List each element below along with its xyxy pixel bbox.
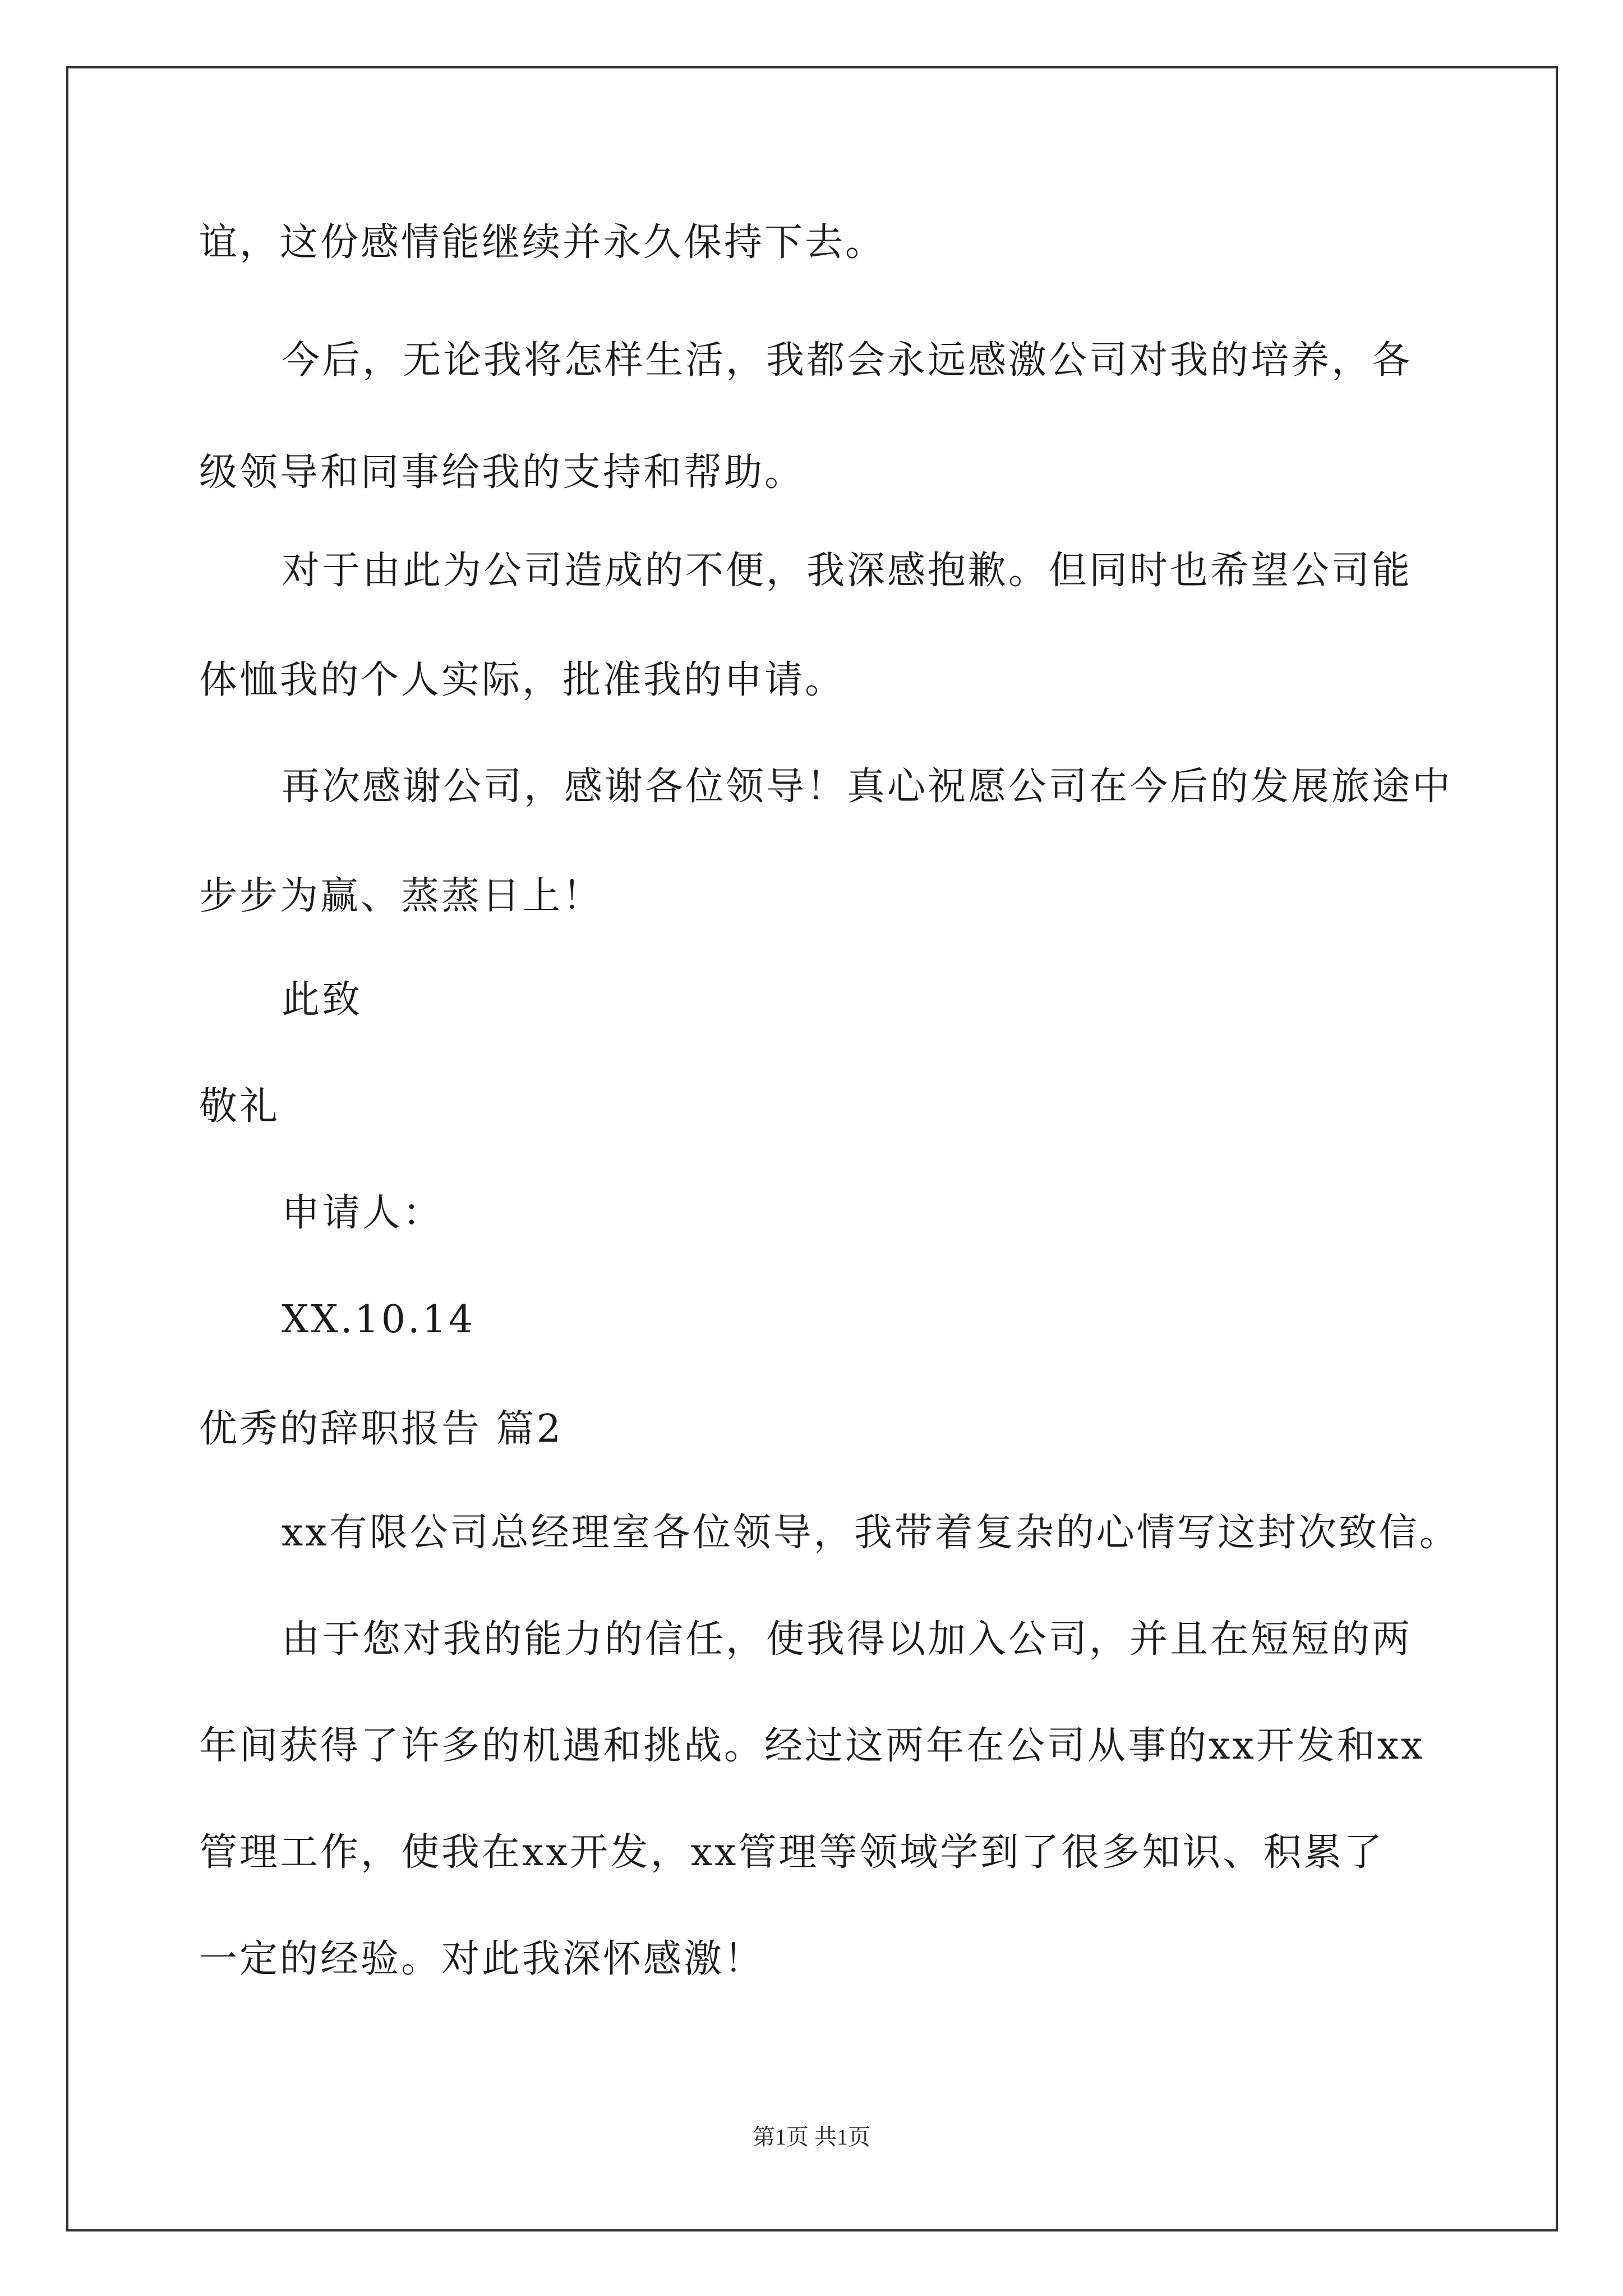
body-line-11: 管理工作，使我在xx开发，xx管理等领域学到了很多知识、积累了: [199, 1830, 1385, 1875]
closing-regards: 敬礼: [199, 1084, 280, 1129]
page-number-footer: 第1页 共1页: [753, 2124, 870, 2150]
applicant-label: 申请人：: [282, 1191, 444, 1235]
body-line-3: 级领导和同事给我的支持和帮助。: [199, 450, 805, 495]
section-heading: 优秀的辞职报告 篇2: [199, 1407, 563, 1451]
body-line-6: 再次感谢公司，感谢各位领导！真心祝愿公司在今后的发展旅途中: [282, 765, 1453, 809]
date-line: XX.10.14: [282, 1297, 476, 1342]
body-line-5: 体恤我的个人实际，批准我的申请。: [199, 658, 846, 702]
body-line-10: 年间获得了许多的机遇和挑战。经过这两年在公司从事的xx开发和xx: [199, 1724, 1425, 1768]
page-frame: [66, 66, 1558, 2231]
body-line-4: 对于由此为公司造成的不便，我深感抱歉。但同时也希望公司能: [282, 549, 1413, 593]
body-line-12: 一定的经验。对此我深怀感激！: [199, 1937, 765, 1981]
body-line-1: 谊，这份感情能继续并永久保持下去。: [199, 220, 886, 265]
body-line-2: 今后，无论我将怎样生活，我都会永远感激公司对我的培养，各: [282, 338, 1413, 383]
closing-salutation: 此致: [282, 978, 363, 1022]
body-line-8: xx有限公司总经理室各位领导，我带着复杂的心情写这封次致信。: [282, 1511, 1460, 1555]
body-line-7: 步步为赢、蒸蒸日上！: [199, 874, 603, 918]
body-line-9: 由于您对我的能力的信任，使我得以加入公司，并且在短短的两: [282, 1617, 1413, 1662]
